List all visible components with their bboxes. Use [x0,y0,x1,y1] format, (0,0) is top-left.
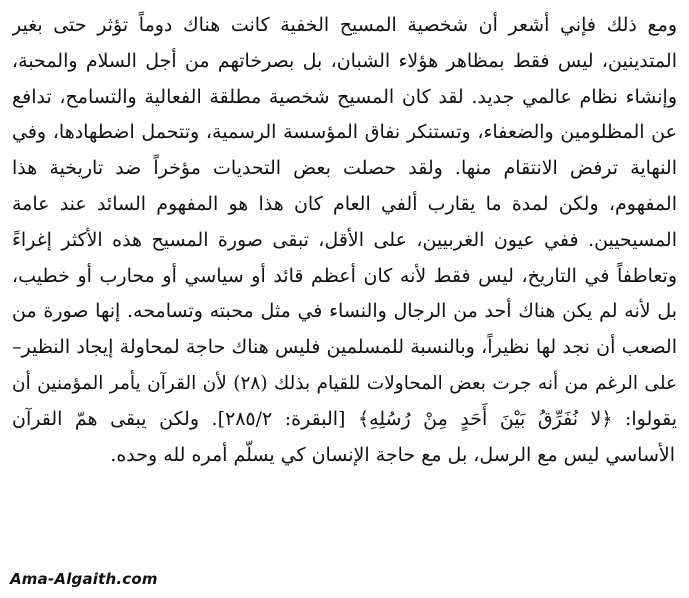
text-line: وتعاطفاً في التاريخ، ليس فقط لأنه كان أعظم قائد أو سياسي أو محارب أو خطيب، [12,264,677,287]
text-line: الصعب أن نجد لها نظيراً، وبالنسبة للمسلمين فليس هناك حاجة لمحاولة إيجاد النظير– [12,336,677,359]
text-line: المفهوم، ولكن لمدة ما يقارب ألفي العام كان هذا هو المفهوم السائد عند عامة [12,192,677,215]
text-line: يقولوا: ﴿لا نُفَرِّقُ بَيْنَ أَحَدٍ مِنْ رُسُلِهِ﴾ [البقرة: ٢٨٥/٢]. ولكن يبقى همّ القرآن [12,407,677,430]
site-watermark: Ama-Algaith.com [10,570,158,588]
text-line: النهاية ترفض الانتقام منها. ولقد حصلت بعض التحديات مؤخراً ضد تاريخية هذا [12,157,677,180]
text-line: بل لأنه لم يكن هناك أحد من الرجال والنساء في مثل محبته وتسامحه. إنها صورة من [12,300,677,323]
text-line: الأساسي ليس مع الرسل، بل مع حاجة الإنسان كي يسلّم أمره لله وحده. [110,443,675,466]
text-line: المتدينين، ليس فقط بمظاهر هؤلاء الشبان، بل بصرخاتهم من أجل السلام والمحبة، [12,49,677,72]
text-line: المسيحيين. ففي عيون الغربيين، على الأقل، تبقى صورة المسيح هذه الأكثر إغراءً [12,228,677,251]
text-line: على الرغم من أنه جرت بعض المحاولات للقيام بذلك (٢٨) لأن القرآن يأمر المؤمنين أن [12,372,677,394]
text-line: وإنشاء نظام عالمي جديد. لقد كان المسيح شخصية مطلقة الفعالية والتسامح، تدافع [12,85,677,108]
arabic-paragraph [12,8,677,473]
text-line: عن المظلومين والضعفاء، وتستنكر نفاق المؤسسة الرسمية، وتتحمل اضطهادها، وفي [12,121,677,144]
text-line: ومع ذلك فإني أشعر أن شخصية المسيح الخفية كانت هناك دوماً تؤثر حتى بغير [12,14,677,36]
